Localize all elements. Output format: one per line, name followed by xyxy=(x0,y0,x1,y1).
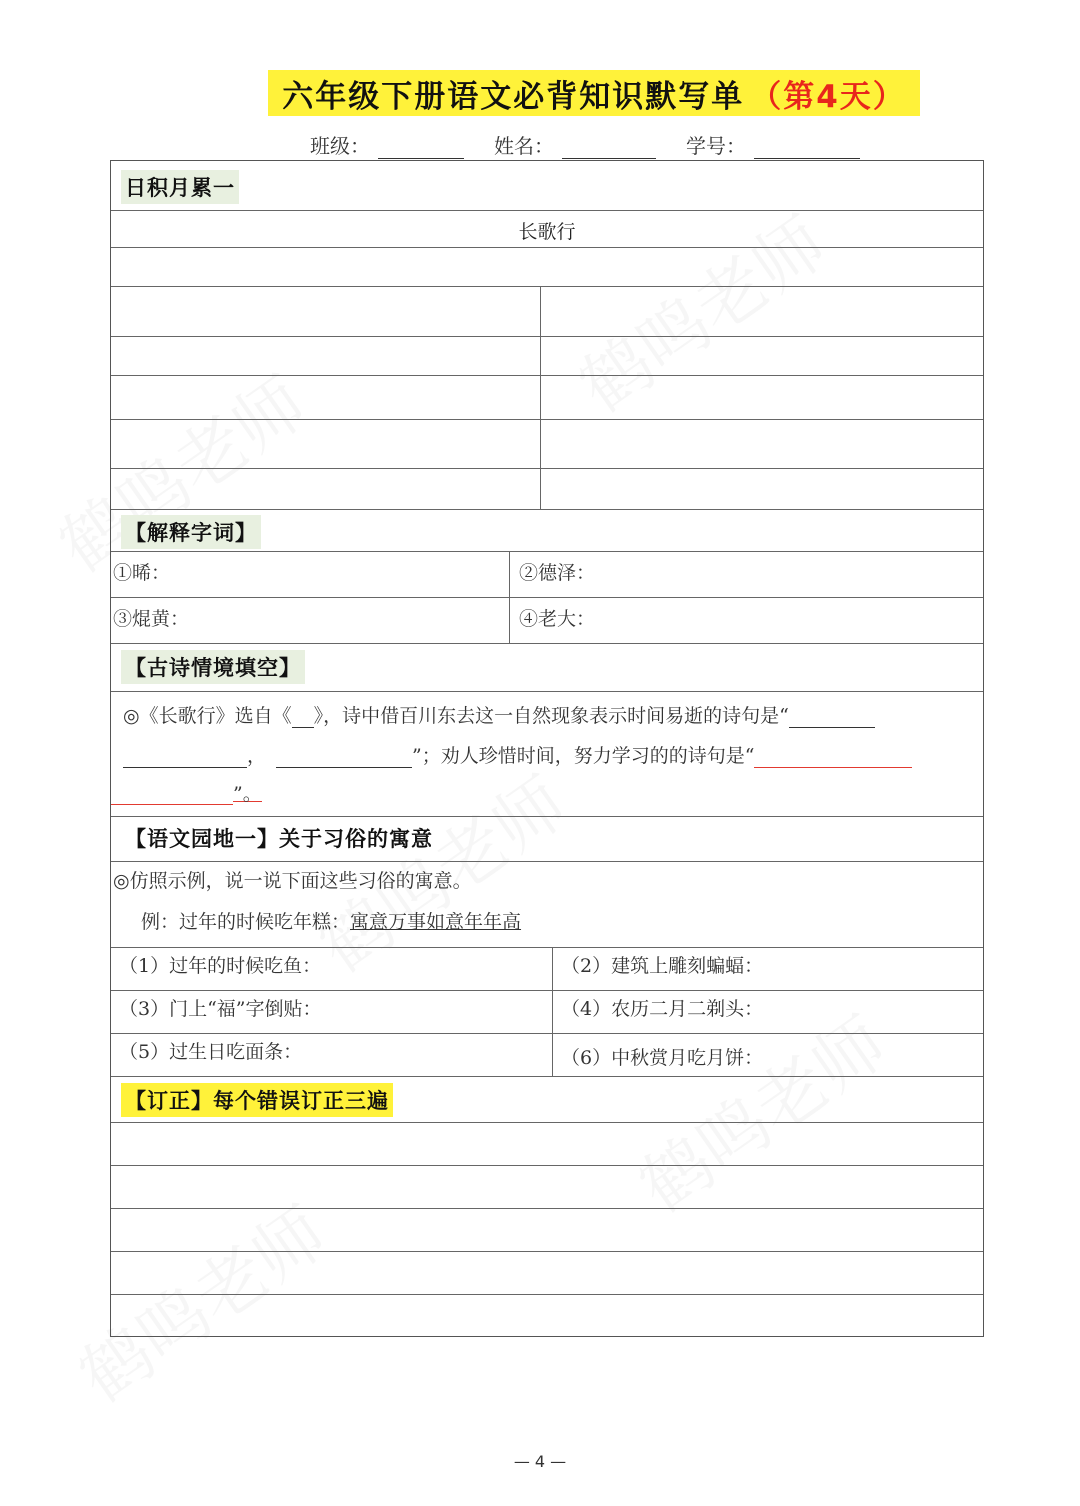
blank-answer[interactable] xyxy=(123,745,247,768)
example-answer: 寓意万事如意年年高 xyxy=(350,911,522,933)
section-heading-correction: 【订正】每个错误订正三遍 xyxy=(121,1083,393,1117)
poem-line-cell[interactable] xyxy=(541,375,983,419)
word-item: ②德泽： xyxy=(519,562,596,584)
correction-line[interactable] xyxy=(111,1165,983,1208)
fill-text: 》，诗中借百川东去这一自然现象表示时间易逝的诗句是“ xyxy=(313,705,789,727)
title-day: （第4天） xyxy=(750,78,906,115)
poem-line-cell[interactable] xyxy=(541,336,983,375)
example-prefix: 例：过年的时候吃年糕： xyxy=(141,911,351,933)
customs-item: （6）中秋赏月吃月饼： xyxy=(561,1047,764,1069)
fill-text: ”；劝人珍惜时间，努力学习的的诗句是“ xyxy=(412,745,755,767)
customs-item: （1）过年的时候吃鱼： xyxy=(119,955,322,977)
poem-author-line[interactable] xyxy=(111,247,983,286)
fill-text: ”。 xyxy=(233,779,262,802)
section-heading-explain-words: 【解释字词】 xyxy=(121,515,261,549)
id-field[interactable] xyxy=(754,134,860,159)
customs-example xyxy=(141,907,521,934)
correction-line[interactable] xyxy=(111,1251,983,1294)
correction-line[interactable] xyxy=(111,1122,983,1165)
poem-line-cell[interactable] xyxy=(541,419,983,468)
customs-item: （5）过生日吃面条： xyxy=(119,1041,303,1063)
customs-item: （3）门上“福”字倒贴： xyxy=(119,998,322,1020)
name-field[interactable] xyxy=(562,134,656,159)
poem-title: 长歌行 xyxy=(518,221,576,243)
poem-line-cell[interactable] xyxy=(111,419,540,468)
poem-line-cell[interactable] xyxy=(541,286,983,336)
poem-line-cell[interactable] xyxy=(111,468,540,509)
correction-line[interactable] xyxy=(111,1294,983,1336)
fill-line-1 xyxy=(123,701,875,728)
blank-answer[interactable] xyxy=(754,745,912,768)
customs-item: （4）农历二月二剃头： xyxy=(561,998,764,1020)
worksheet-table xyxy=(110,160,984,1337)
section-heading-poem-fill: 【古诗情境填空】 xyxy=(121,650,305,684)
section-heading-accumulation: 日积月累一 xyxy=(121,170,239,204)
fill-text: ， xyxy=(247,745,267,767)
page-number: — 4 — xyxy=(513,1452,567,1471)
customs-item: （2）建筑上雕刻蝙蝠： xyxy=(561,955,764,977)
blank-answer[interactable] xyxy=(276,745,412,768)
class-label: 班级： xyxy=(310,134,370,158)
class-field[interactable] xyxy=(378,134,464,159)
fill-line-3 xyxy=(111,779,262,805)
section-heading-customs: 【语文园地一】关于习俗的寓意 xyxy=(125,827,433,851)
correction-line[interactable] xyxy=(111,1208,983,1251)
word-item: ④老大： xyxy=(519,608,596,630)
name-label: 姓名： xyxy=(494,134,554,158)
title-main: 六年级下册语文必背知识默写单 xyxy=(282,78,745,115)
fill-line-2 xyxy=(123,741,912,768)
poem-line-cell[interactable] xyxy=(111,375,540,419)
poem-line-cell[interactable] xyxy=(111,286,540,336)
id-label: 学号： xyxy=(686,134,746,158)
page-title xyxy=(268,70,920,116)
poem-line-cell[interactable] xyxy=(541,468,983,509)
fill-text: ◎《长歌行》选自《 xyxy=(123,705,292,727)
blank-answer[interactable] xyxy=(111,782,233,805)
blank-source[interactable] xyxy=(292,705,314,728)
customs-instruction: ◎仿照示例，说一说下面这些习俗的寓意。 xyxy=(113,870,472,892)
blank-answer[interactable] xyxy=(789,705,875,728)
poem-line-cell[interactable] xyxy=(111,336,540,375)
word-item: ③焜黄： xyxy=(113,608,190,630)
student-info xyxy=(310,130,860,159)
word-item: ①晞： xyxy=(113,562,171,584)
